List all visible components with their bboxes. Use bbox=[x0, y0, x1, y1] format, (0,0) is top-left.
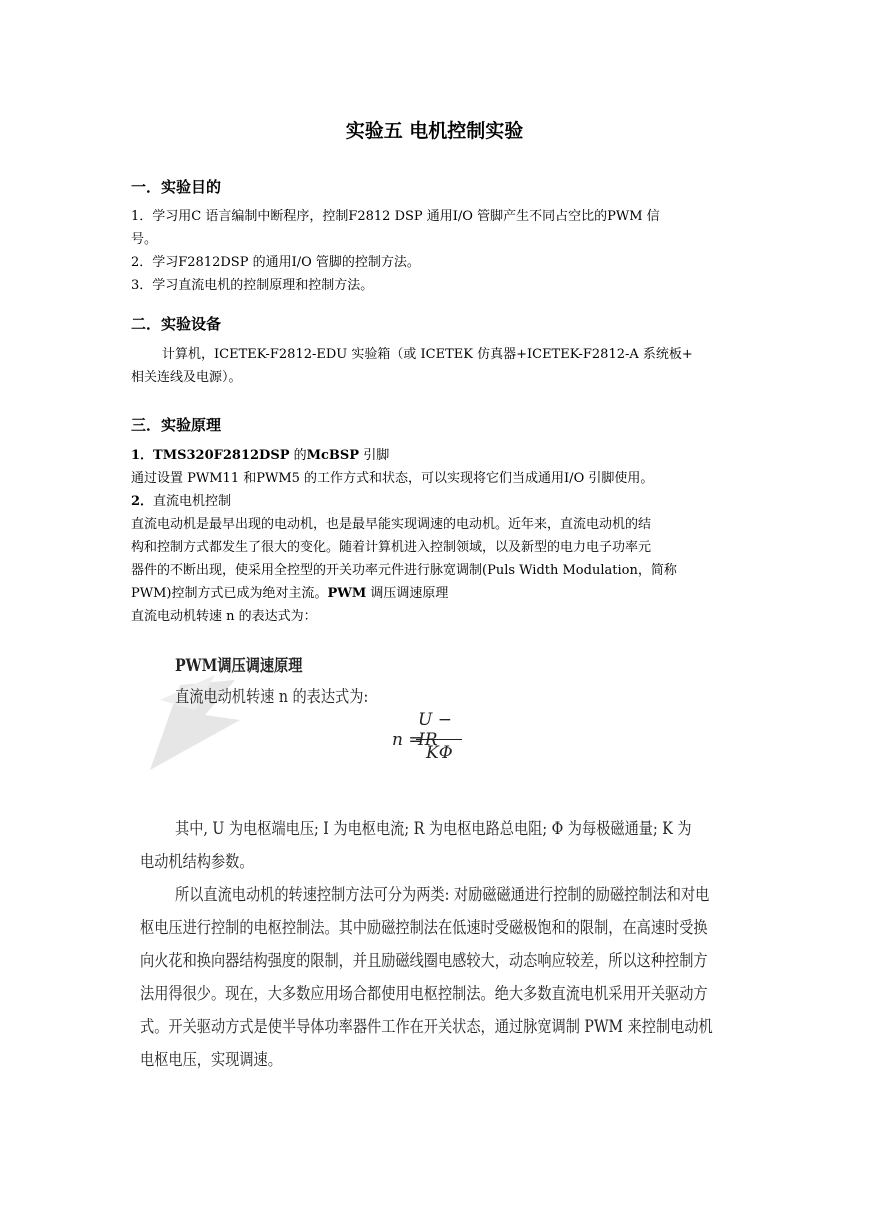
page-title: 实验五 电机控制实验 bbox=[345, 120, 524, 142]
scan-line-5: 向火花和换向器结构强度的限制，并且励磁线圈电感较大，动态响应较差，所以这种控制方 bbox=[140, 951, 708, 970]
principle-1-mid: 的 bbox=[289, 448, 307, 463]
equipment-line-1: 计算机，ICETEK-F2812-EDU 实验箱（或 ICETEK 仿真器+ICETEK-F2812-A 系统板+ bbox=[162, 347, 693, 362]
principle-2-line-4 bbox=[131, 585, 448, 603]
principle-subheading-1 bbox=[131, 447, 389, 465]
principle-2-line-3: 器件的不断出现，使采用全控型的开关功率元件进行脉宽调制(Puls Width Modulation，简称 bbox=[131, 563, 677, 578]
principle-2-line-5: 直流电动机转速 n 的表达式为： bbox=[131, 609, 317, 624]
scanned-excerpt bbox=[120, 640, 720, 1085]
principle-1-chip: TMS320F2812DSP bbox=[153, 448, 290, 463]
principle-2-line-1: 直流电动机是最早出现的电动机，也是最早能实现调速的电动机。近年来，直流电动机的结 bbox=[131, 517, 652, 532]
purpose-line-2: 2．学习F2812DSP 的通用I/O 管脚的控制方法。 bbox=[131, 255, 420, 270]
formula-numerator: U − IR bbox=[418, 710, 452, 750]
principle-subheading-2 bbox=[131, 493, 231, 511]
scan-line-3: 所以直流电动机的转速控制方法可分为两类: 对励磁磁通进行控制的励磁控制法和对电 bbox=[175, 885, 710, 904]
scan-intro: 直流电动机转速 n 的表达式为: bbox=[175, 687, 369, 706]
scan-line-6: 法用得很少。现在，大多数应用场合都使用电枢控制法。绝大多数直流电机采用开关驱动方 bbox=[140, 984, 708, 1003]
scan-line-7: 式。开关驱动方式是使半导体功率器件工作在开关状态，通过脉宽调制 PWM 来控制电动机 bbox=[140, 1017, 713, 1036]
scan-line-8: 电枢电压，实现调速。 bbox=[140, 1050, 282, 1069]
principle-1-end: 引脚 bbox=[359, 448, 390, 463]
principle-1-text: 通过设置 PWM11 和PWM5 的工作方式和状态，可以实现将它们当成通用I/O 引脚使用。 bbox=[131, 471, 654, 486]
principle-1-mcbsp: McBSP bbox=[306, 448, 360, 463]
principle-2-line-4c: 调压调速原理 bbox=[366, 586, 449, 601]
purpose-line-1: 1．学习用C 语言编制中断程序，控制F2812 DSP 通用I/O 管脚产生不同占空比的PWM 信 bbox=[131, 209, 660, 224]
section-heading-principle: 三．实验原理 bbox=[131, 416, 222, 434]
scan-line-2: 电动机结构参数。 bbox=[140, 852, 254, 871]
formula-denominator: KΦ bbox=[426, 743, 453, 763]
principle-2-pwm: PWM bbox=[327, 586, 367, 601]
section-heading-equipment: 二．实验设备 bbox=[131, 315, 222, 333]
equipment-line-2: 相关连线及电源）。 bbox=[131, 370, 242, 385]
speed-formula bbox=[392, 710, 472, 770]
principle-2-number: 2． bbox=[131, 494, 154, 509]
principle-1-number: 1． bbox=[131, 448, 154, 463]
purpose-line-3: 3．学习直流电机的控制原理和控制方法。 bbox=[131, 278, 374, 293]
section-heading-purpose: 一．实验目的 bbox=[131, 178, 222, 196]
principle-2-line-2: 构和控制方式都发生了很大的变化。随着计算机进入控制领域，以及新型的电力电子功率元 bbox=[131, 540, 652, 555]
scan-heading: PWM调压调速原理 bbox=[175, 656, 303, 675]
scan-line-1: 其中, U 为电枢端电压; I 为电枢电流; R 为电枢电路总电阻; Φ 为每极磁通量; K 为 bbox=[175, 819, 692, 838]
scan-line-4: 枢电压进行控制的电枢控制法。其中励磁控制法在低速时受磁极饱和的限制，在高速时受换 bbox=[140, 918, 708, 937]
formula-bar bbox=[416, 739, 462, 740]
principle-2-title: 直流电机控制 bbox=[153, 494, 232, 509]
principle-2-line-4a: PWM)控制方式已成为绝对主流。 bbox=[131, 586, 328, 601]
formula-lhs: n = bbox=[392, 730, 423, 750]
purpose-line-1-cont: 号。 bbox=[131, 232, 158, 247]
